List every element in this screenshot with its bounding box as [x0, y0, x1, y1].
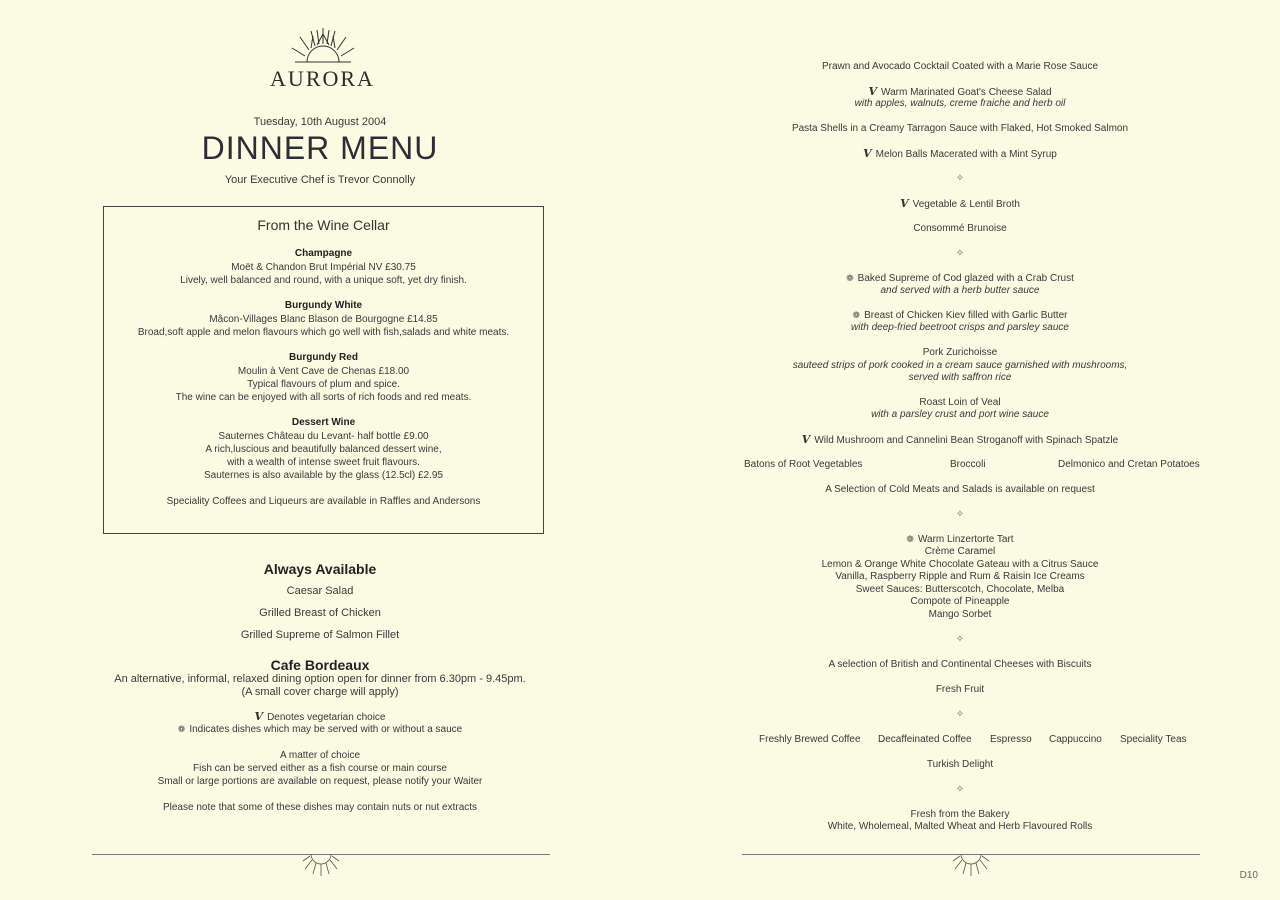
vegetarian-icon: V	[900, 197, 909, 210]
starter-melon: V Melon Balls Macerated with a Mint Syrup	[863, 147, 1057, 160]
sauce-icon: ❁	[852, 310, 861, 320]
bakery-heading: Fresh from the Bakery	[910, 809, 1010, 820]
cold-meats-note: A Selection of Cold Meats and Salads is available on request	[825, 484, 1095, 495]
starter-prawn: Prawn and Avocado Cocktail Coated with a Marie Rose Sauce	[821, 61, 1099, 72]
main-stroganoff: V Wild Mushroom and Cannelini Bean Stroganoff with Spinach Spatzle	[801, 433, 1119, 446]
page-title: DINNER MENU	[201, 130, 439, 166]
always-item: Grilled Breast of Chicken	[259, 607, 381, 619]
coffee-item: Speciality Teas	[1120, 734, 1187, 745]
main-pork-desc2: served with saffron rice	[908, 372, 1012, 383]
side-dish: Broccoli	[950, 459, 986, 470]
wine-cellar-box	[103, 206, 544, 534]
main-veal: Roast Loin of Veal	[919, 397, 1001, 408]
cafe-bordeaux-heading: Cafe Bordeaux	[270, 657, 370, 673]
always-item: Grilled Supreme of Salmon Fillet	[240, 629, 400, 641]
vegetarian-icon: V	[863, 147, 872, 160]
dessert-wine-desc1: A rich,luscious and beautifully balanced dessert wine,	[205, 444, 442, 455]
sun-logo-icon	[287, 26, 359, 66]
vegetarian-icon: V	[254, 710, 264, 723]
soup-vegetable: V Vegetable & Lentil Broth	[900, 197, 1020, 210]
cheese-line: A selection of British and Continental Cheeses with Biscuits	[828, 659, 1092, 670]
vegetarian-icon: V	[868, 85, 878, 98]
main-chicken-desc: with deep-fried beetroot crisps and parsley sauce	[851, 322, 1069, 333]
always-item: Caesar Salad	[286, 585, 354, 597]
sauce-icon: ❁	[177, 724, 186, 734]
dessert-item: Mango Sorbet	[928, 609, 992, 620]
wine-heading: From the Wine Cellar	[257, 217, 390, 233]
legend-vegetarian	[0, 710, 640, 724]
starter-pasta: Pasta Shells in a Creamy Tarragon Sauce with Flaked, Hot Smoked Salmon	[791, 123, 1129, 134]
sauce-icon: ❁	[906, 534, 914, 544]
starter-goats-cheese: V Warm Marinated Goat's Cheese Salad	[868, 85, 1052, 98]
sauce-icon: ❁	[846, 273, 854, 283]
burgundy-red-desc1: Typical flavours of plum and spice.	[247, 379, 400, 390]
dessert-item: Vanilla, Raspberry Ripple and Rum & Raisin Ice Creams	[835, 571, 1085, 582]
cafe-line2: (A small cover charge will apply)	[241, 686, 399, 698]
main-pork: Pork Zurichoisse	[922, 347, 998, 358]
section-separator-icon: ✧	[955, 509, 965, 520]
coffee-item: Freshly Brewed Coffee	[759, 734, 861, 745]
speciality-coffee-note: Speciality Coffees and Liqueurs are available in Raffles and Andersons	[166, 496, 481, 507]
soup-consomme: Consommé Brunoise	[913, 223, 1007, 234]
fruit-line: Fresh Fruit	[935, 684, 985, 695]
burgundy-red-wine: Moulin à Vent Cave de Chenas £18.00	[237, 366, 410, 377]
champagne-wine: Moët & Chandon Brut Impérial NV £30.75	[231, 262, 416, 273]
main-veal-desc: with a parsley crust and port wine sauce	[871, 409, 1049, 420]
section-separator-icon: ✧	[955, 709, 965, 720]
coffee-item: Cappuccino	[1049, 734, 1102, 745]
sun-ornament-icon	[302, 848, 340, 878]
section-separator-icon: ✧	[955, 784, 965, 795]
choice-line1: A matter of choice	[279, 750, 361, 761]
main-pork-desc1: sauteed strips of pork cooked in a cream sauce garnished with mushrooms,	[792, 360, 1128, 371]
starter-goats-cheese-desc: with apples, walnuts, creme fraiche and herb oil	[854, 98, 1066, 109]
dessert-linzertorte: ❁ Warm Linzertorte Tart	[906, 534, 1014, 545]
coffee-item: Espresso	[990, 734, 1032, 745]
dessert-item: Lemon & Orange White Chocolate Gateau with a Citrus Sauce	[821, 559, 1099, 570]
coffee-item: Decaffeinated Coffee	[878, 734, 972, 745]
section-separator-icon: ✧	[955, 634, 965, 645]
legend-sauce	[0, 723, 640, 736]
always-available-heading: Always Available	[263, 561, 377, 577]
dessert-wine: Sauternes Château du Levant- half bottle £9.00	[218, 431, 429, 442]
champagne-heading: Champagne	[294, 248, 353, 259]
sun-ornament-icon	[952, 848, 990, 878]
dessert-wine-heading: Dessert Wine	[291, 417, 356, 428]
turkish-delight: Turkish Delight	[926, 759, 994, 770]
vegetarian-icon: V	[801, 433, 811, 446]
section-separator-icon: ✧	[955, 248, 965, 259]
main-cod-desc: and served with a herb butter sauce	[880, 285, 1040, 296]
nuts-note: Please note that some of these dishes may contain nuts or nut extracts	[162, 802, 478, 813]
main-chicken: ❁ Breast of Chicken Kiev filled with Garlic Butter	[852, 310, 1068, 321]
side-dish: Delmonico and Cretan Potatoes	[1058, 459, 1200, 470]
burgundy-white-desc: Broad,soft apple and melon flavours which go well with fish,salads and white meats.	[137, 327, 510, 338]
burgundy-white-heading: Burgundy White	[284, 300, 363, 311]
side-dish: Batons of Root Vegetables	[744, 459, 863, 470]
dessert-item: Compote of Pineapple	[910, 596, 1010, 607]
dessert-item: Sweet Sauces: Butterscotch, Chocolate, Melba	[855, 584, 1065, 595]
dessert-wine-desc3: Sauternes is also available by the glass (12.5cl) £2.95	[203, 470, 444, 481]
right-page	[640, 0, 1280, 900]
main-cod: ❁ Baked Supreme of Cod glazed with a Crab Crust	[846, 273, 1074, 284]
legend-v-text: Denotes vegetarian choice	[267, 712, 386, 723]
page-code: D10	[1239, 870, 1258, 881]
burgundy-red-desc2: The wine can be enjoyed with all sorts of rich foods and red meats.	[175, 392, 472, 403]
burgundy-white-wine: Mâcon-Villages Blanc Blason de Bourgogne £14.85	[209, 314, 438, 325]
chef-line: Your Executive Chef is Trevor Connolly	[224, 174, 416, 186]
cafe-line1: An alternative, informal, relaxed dining option open for dinner from 6.30pm - 9.45pm.	[114, 673, 526, 685]
menu-date: Tuesday, 10th August 2004	[253, 116, 387, 128]
champagne-desc: Lively, well balanced and round, with a unique soft, yet dry finish.	[180, 275, 467, 286]
choice-line3: Small or large portions are available on request, please notify your Waiter	[157, 776, 483, 787]
legend-sauce-text: Indicates dishes which may be served with or without a sauce	[189, 724, 463, 735]
section-separator-icon: ✧	[955, 173, 965, 184]
bakery-rolls: White, Wholemeal, Malted Wheat and Herb Flavoured Rolls	[827, 821, 1093, 832]
dessert-wine-desc2: with a wealth of intense sweet fruit flavours.	[227, 457, 420, 468]
brand-name: AURORA	[270, 66, 375, 91]
choice-line2: Fish can be served either as a fish course or main course	[192, 763, 447, 774]
dessert-item: Crème Caramel	[924, 546, 996, 557]
burgundy-red-heading: Burgundy Red	[289, 352, 358, 363]
